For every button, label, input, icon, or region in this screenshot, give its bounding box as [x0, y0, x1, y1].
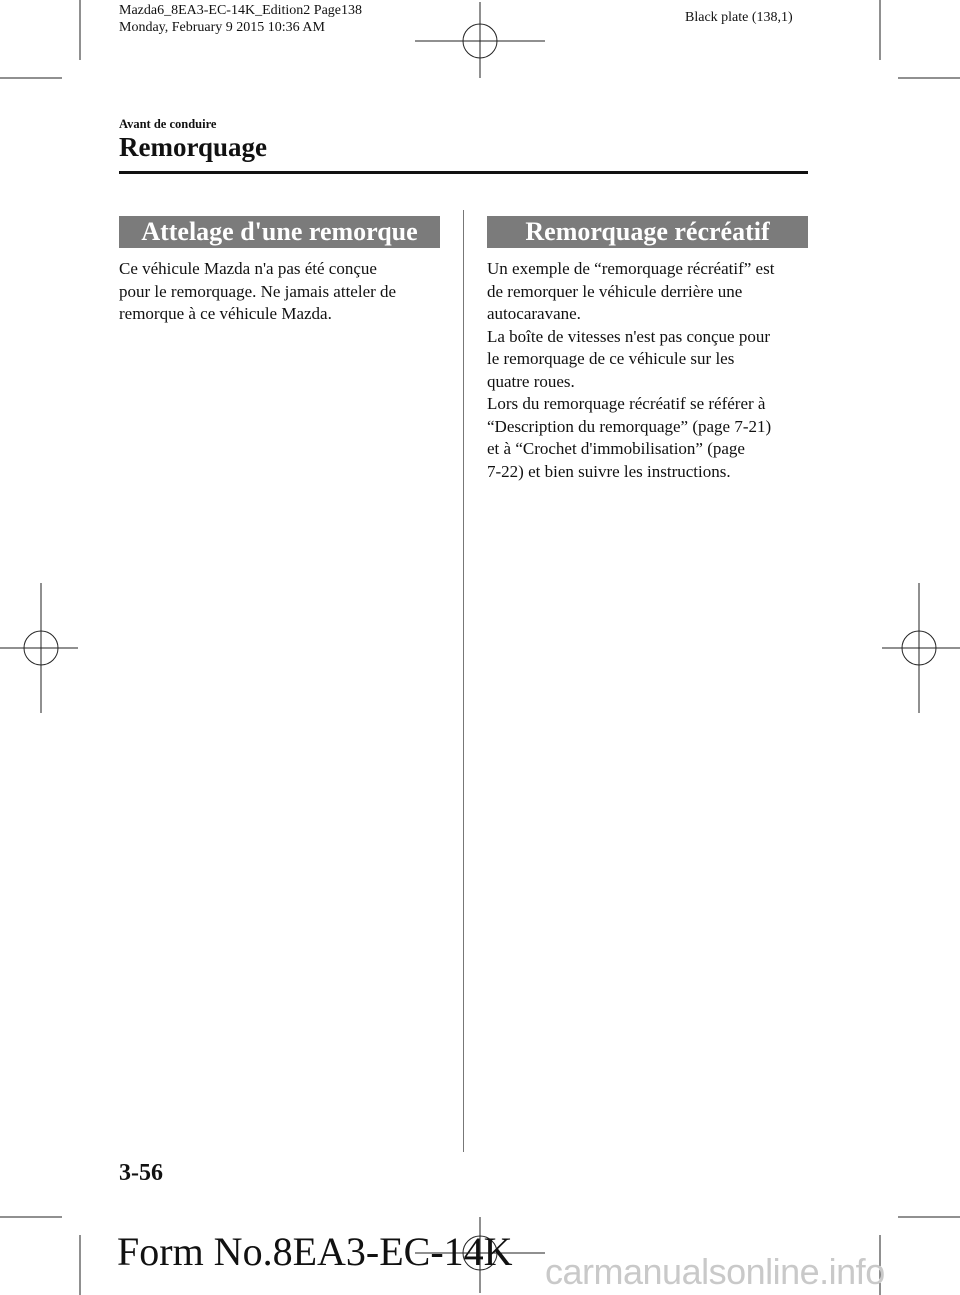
- print-metadata: [119, 2, 362, 36]
- title-rule: [119, 171, 808, 174]
- page-title: Remorquage: [119, 132, 267, 162]
- section-heading-recreational-towing: Remorquage récréatif: [487, 216, 808, 248]
- watermark: carmanualsonline.info: [545, 1251, 885, 1292]
- print-timestamp: Monday, February 9 2015 10:36 AM: [119, 20, 325, 35]
- section-text-recreational-towing: Un exemple de “remorquage récréatif” est de remorquer le véhicule derrière une autocaravane. La boîte de vitesses n'est pas conçue pour le remorquage de ce véhicule sur les quatre roues. Lors du remorquage récréatif se référer à “Description du remorquage” (page 7-21) et à “Crochet d'immobilisation” (page 7-22) et bien suivre les instructions.: [487, 259, 775, 481]
- section-text-trailer-hitching: Ce véhicule Mazda n'a pas été conçue pour le remorquage. Ne jamais atteler de remorque à ce véhicule Mazda.: [119, 259, 397, 323]
- breadcrumb: Avant de conduire: [119, 117, 217, 131]
- column-divider: [463, 210, 464, 1152]
- form-number: Form No.8EA3-EC-14K: [117, 1229, 513, 1274]
- page-number: 3-56: [119, 1160, 163, 1186]
- section-heading-trailer-hitching: Attelage d'une remorque: [119, 216, 440, 248]
- plate-label: Black plate (138,1): [685, 10, 793, 25]
- print-file-name: Mazda6_8EA3-EC-14K_Edition2 Page138: [119, 3, 363, 18]
